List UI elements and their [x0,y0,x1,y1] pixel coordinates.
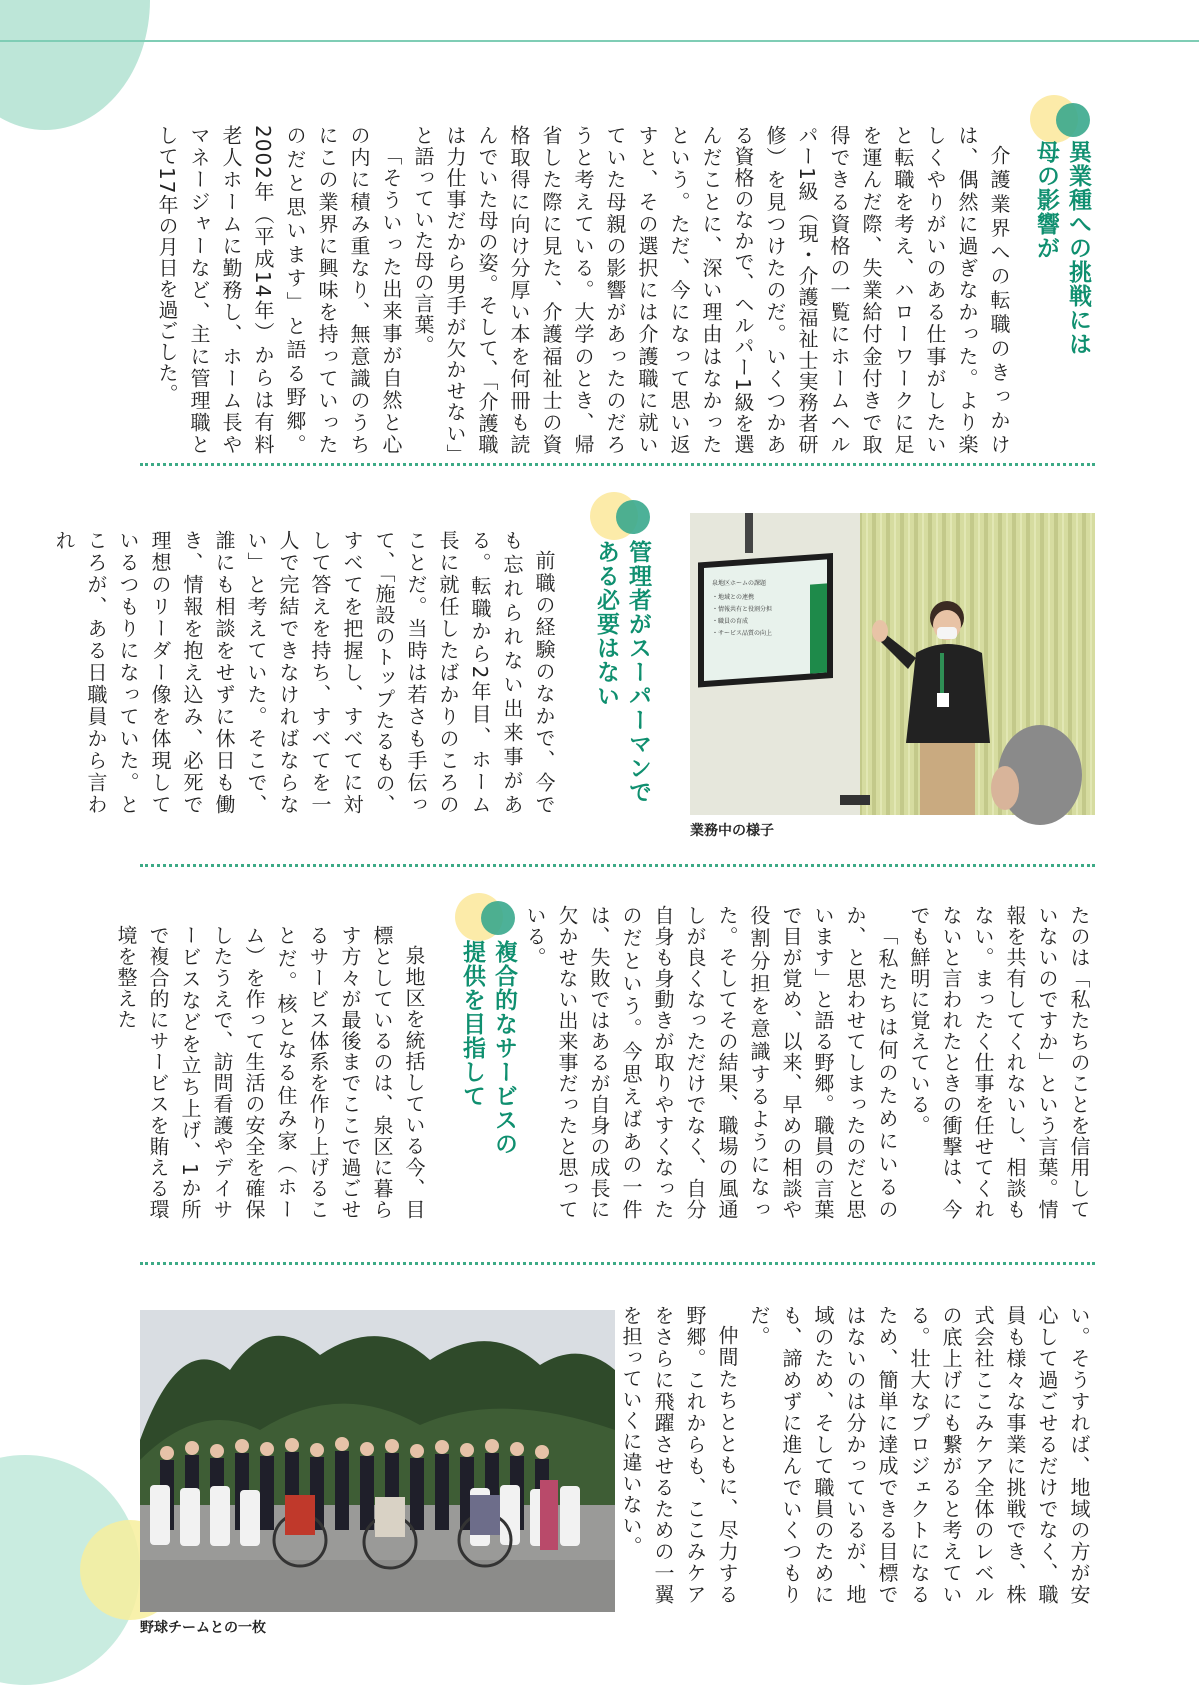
heading-line: ある必要はない [593,540,619,708]
heading-dots-icon [590,492,660,542]
work-photo [690,513,1095,815]
paragraph: たのは「私たちのことを信用していないのですか」という言葉。情報を共有してくれないし、相談もない。まったく仕事を任せてくれないと言われたときの衝撃は、今でも鮮明に覚えている。 [907,905,1091,1220]
screen-text: 泉地区ホームの課題 [712,580,767,587]
section-divider [140,864,1095,867]
section-3-body [114,925,430,1220]
section-2-body [52,530,560,815]
heading-line: 複合的なサービスの [491,940,517,1156]
paragraph: 「私たちは何のためにいるのか、と思わせてしまったのだと思います」と語る野郷。職員の言葉で目が覚め、以来、早めの相談や役割分担を意識するようになった。そしてその結果、職場の風通しが良くなっただけでなく、自分自身も身動きが取りやすくなったのだという。今思えばあの一件は、失敗ではあるが自身の成長に欠かせない出来事だったと思っている。 [523,905,899,1220]
presentation-photo-icon [690,513,1095,815]
paragraph: 前職の経験のなかで、今でも忘れられない出来事がある。転職から2年目、ホーム長に就任したばかりのころのことだ。当時は若さも手伝って、「施設のトップたるもの、すべてを把握し、すべてに対して答えを持ち、すべてを一人で完結できなければならない」と考えていた。そこで、誰にも相談をせずに休日も働き、情報を抱え込み、必死で理想のリーダー像を体現しているつもりになっていた。ところが、ある日職員から言われ [52,530,556,815]
section-divider [140,463,1095,466]
screen-text: ・職員の育成 [712,618,749,625]
section-divider [140,1262,1095,1265]
screen-text: ・サービス品質の向上 [712,630,773,637]
section-2-continued-body [523,905,1095,1220]
corner-decoration-top-left [0,0,150,130]
work-photo-caption: 業務中の様子 [690,823,774,839]
baseball-photo [140,1310,615,1612]
paragraph: い。そうすれば、地域の方が安心して過ごせるだけでなく、職員も様々な事業に挑戦でき、株式会社ここみケア全体のレベルの底上げにも繋がると考えている。壮大なプロジェクトになるため、簡単に達成できる目標ではないのは分かっているが、地域のため、そして職員のためにも、諦めずに進んでいくつもりだ。 [747,1305,1091,1605]
baseball-photo-caption: 野球チームとの一枚 [140,1620,266,1636]
section-heading-2 [584,540,654,810]
group-photo-icon [140,1310,615,1612]
paragraph: 「そういった出来事が自然と心の内に積み重なり、無意識のうちにこの業界に興味を持っていったのだと思います」と語る野郷。2002年（平成14年）からは有料老人ホームに勤務し、ホーム長やマネージャーなど、主に管理職として17年の月日を過ごした。 [155,125,403,455]
heading-dots-icon [455,893,525,943]
section-heading-3 [450,940,520,1210]
heading-line: 管理者がスーパーマンで [625,540,651,804]
section-3-continued-body [619,1305,1095,1605]
header-rule [0,40,1199,42]
heading-line: 提供を目指して [459,940,485,1108]
section-heading-1 [1024,140,1094,440]
paragraph: 介護業界への転職のきっかけは、偶然に過ぎなかった。より楽しくやりがいのある仕事がしたいと転職を考え、ハローワークに足を運んだ際、失業給付金付きで取得できる資格の一覧にホームヘルパー1級（現・介護福祉士実務者研修）を見つけたのだ。いくつかある資格のなかで、ヘルパー1級を選んだことに、深い理由はなかったという。ただ、今になって思い返すと、その選択には介護職に就いていた母親の影響があったのだろうと考えている。大学のとき、帰省した際に見た、介護福祉士の資格取得に向け分厚い本を何冊も読んでいた母の姿。そして、「介護職は力仕事だから男手が欠かせない」と語っていた母の言葉。 [411,125,1011,455]
heading-line: 異業種への挑戦には [1065,140,1091,356]
screen-text: ・情報共有と役割分担 [712,606,773,613]
paragraph: 仲間たちとともに、尽力する野郷。これからも、ここみケアをさらに飛躍させるための一翼を担っていくに違いない。 [619,1305,739,1605]
paragraph: 泉地区を統括している今、目標としているのは、泉区に暮らす方々が最後までここで過ごせるサービス体系を作り上げることだ。核となる住み家（ホーム）を作って生活の安全を確保したうえで、訪問看護やデイサービスなどを立ち上げ、1か所で複合的にサービスを賄える環境を整えた [114,925,426,1220]
screen-text: ・地域との連携 [712,594,755,601]
heading-dots-icon [1030,95,1100,145]
heading-line: 母の影響が [1033,140,1059,260]
section-1-body [140,125,1015,455]
